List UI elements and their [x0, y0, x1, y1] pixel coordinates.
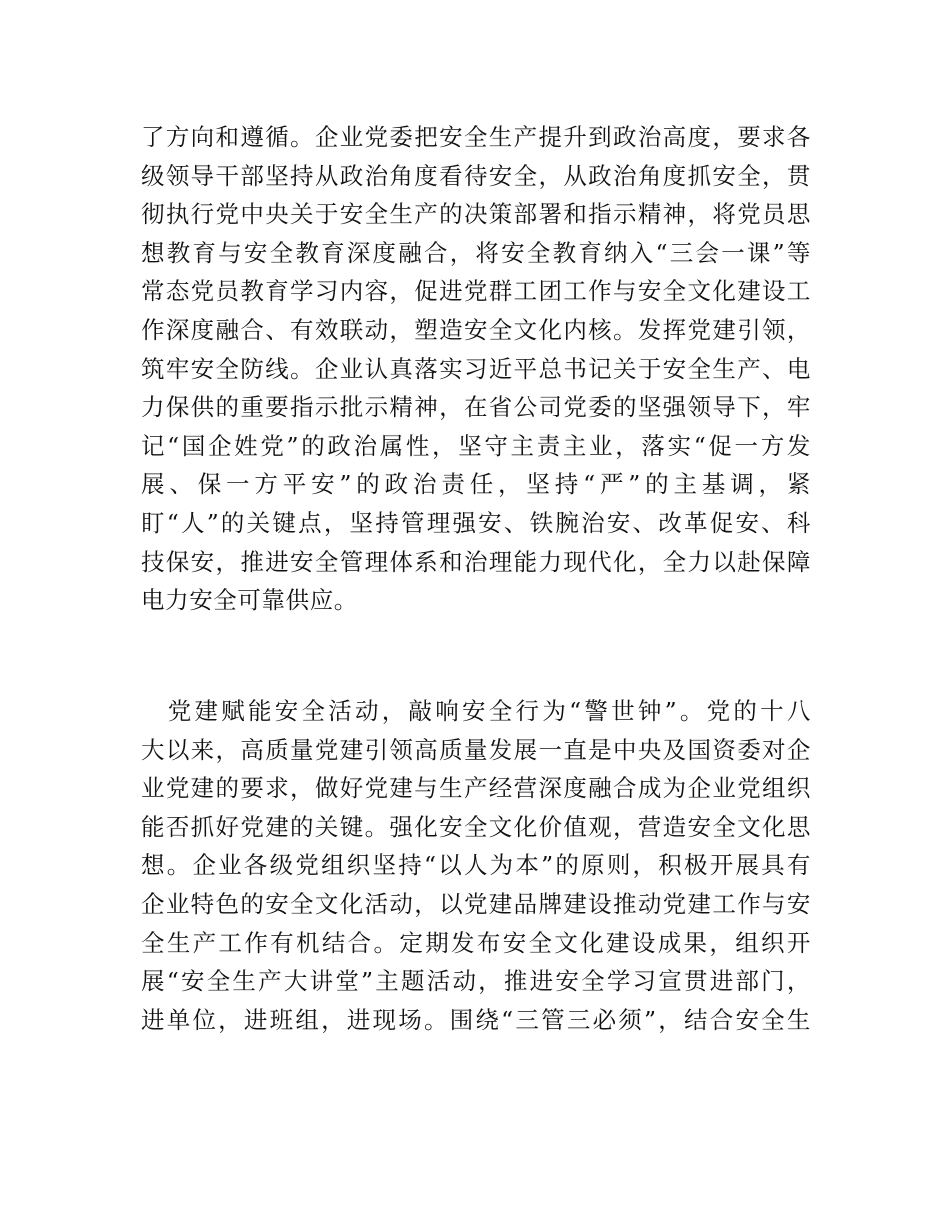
paragraph-line: 展“安全生产大讲堂”主题活动，推进安全学习宣贯进部门， — [141, 967, 811, 996]
paragraph-line: 彻执行党中央关于安全生产的决策部署和指示精神，将党员思 — [141, 200, 811, 229]
paragraph-line: 盯“人”的关键点，坚持管理强安、铁腕治安、改革促安、科 — [141, 508, 811, 537]
paragraph-line: 想教育与安全教育深度融合，将安全教育纳入“三会一课”等 — [141, 238, 811, 267]
paragraph-line: 记“国企姓党”的政治属性，坚守主责主业，落实“促一方发 — [141, 431, 811, 460]
paragraph-line: 力保供的重要指示批示精神，在省公司党委的坚强领导下，牢 — [141, 393, 811, 422]
paragraph-2 — [141, 692, 811, 1039]
paragraph-line: 技保安，推进安全管理体系和治理能力现代化，全力以赴保障 — [141, 547, 811, 576]
paragraph-line: 进单位，进班组，进现场。围绕“三管三必须”，结合安全生 — [141, 1005, 811, 1034]
paragraph-line: 党建赋能安全活动，敲响安全行为“警世钟”。党的十八 — [141, 697, 811, 725]
paragraph-line: 业党建的要求，做好党建与生产经营深度融合成为企业党组织 — [141, 774, 811, 803]
paragraph-line: 筑牢安全防线。企业认真落实习近平总书记关于安全生产、电 — [141, 354, 811, 383]
paragraph-line: 常态党员教育学习内容，促进党群工团工作与安全文化建设工 — [141, 277, 811, 306]
paragraph-1 — [141, 118, 811, 620]
paragraph-line: 电力安全可靠供应。 — [141, 586, 358, 615]
paragraph-line: 级领导干部坚持从政治角度看待安全，从政治角度抓安全，贯 — [141, 161, 811, 190]
paragraph-line: 想。企业各级党组织坚持“以人为本”的原则，积极开展具有 — [141, 851, 811, 880]
paragraph-line: 展、保一方平安”的政治责任，坚持“严”的主基调，紧 — [141, 470, 811, 499]
paragraph-line: 能否抓好党建的关键。强化安全文化价值观，营造安全文化思 — [141, 812, 811, 841]
paragraph-line: 全生产工作有机结合。定期发布安全文化建设成果，组织开 — [141, 928, 811, 957]
paragraph-line: 企业特色的安全文化活动，以党建品牌建设推动党建工作与安 — [141, 889, 811, 918]
paragraph-line: 了方向和遵循。企业党委把安全生产提升到政治高度，要求各 — [141, 123, 811, 151]
paragraph-line: 作深度融合、有效联动，塑造安全文化内核。发挥党建引领， — [141, 315, 811, 344]
paragraph-line: 大以来，高质量党建引领高质量发展一直是中央及国资委对企 — [141, 735, 811, 764]
